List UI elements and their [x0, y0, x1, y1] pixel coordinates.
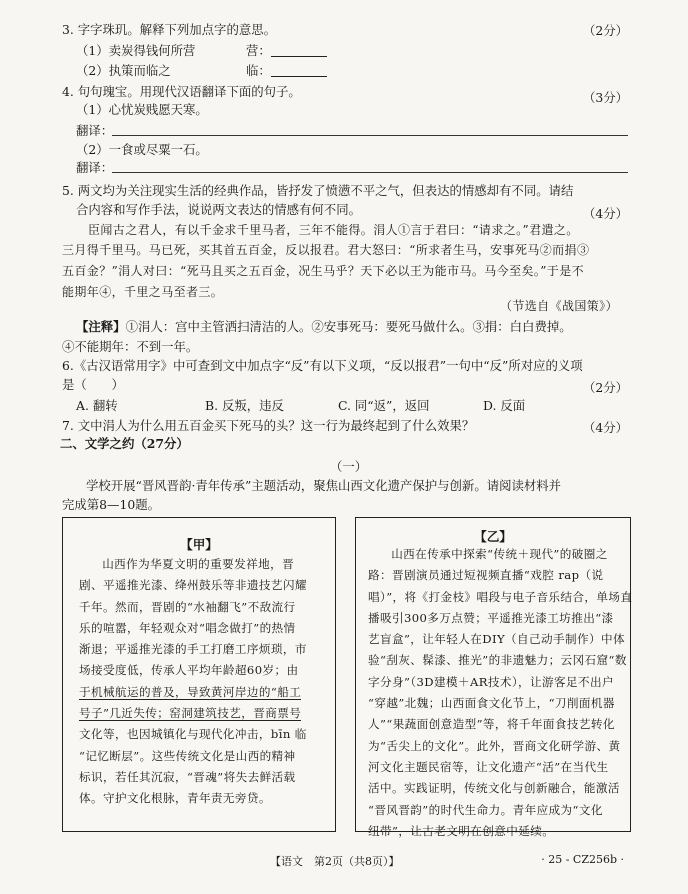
passage-line4: 能期年④，千里之马至者三。 — [62, 285, 224, 299]
answer-line[interactable] — [112, 135, 628, 136]
material-line: 渐退；平遥推光漆的手工打磨工序烦琐，市 — [79, 642, 307, 657]
material-line: “记忆断层”。这些传统文化是山西的精神 — [79, 748, 296, 763]
box-b-title: 【乙】 — [474, 529, 512, 544]
notes-label: 【注释】 — [76, 319, 126, 334]
q3-item2-answer — [246, 62, 327, 79]
material-line: 验“刮灰、髹漆、推光”的非遗魅力；云冈石窟“数 — [368, 653, 627, 668]
material-line: 播吸引300多万点赞；平遥推光漆工坊推出“漆 — [368, 610, 614, 625]
material-line: 千年。然而，晋剧的“水袖翻飞”不敌流行 — [79, 599, 296, 614]
q3-item2-text: （2）执策而临之 — [76, 63, 171, 78]
section2-heading: 二、文学之约（27分） — [60, 436, 189, 451]
box-a-text — [79, 554, 321, 810]
box-b-text — [368, 544, 633, 842]
material-line: 唱）”，将《打金枝》唱段与电子音乐结合，单场直 — [368, 589, 633, 604]
q4-stem: 4. 句句瑰宝。用现代汉语翻译下面的句子。 — [62, 84, 301, 99]
section2-sub: （一） — [330, 459, 368, 474]
material-line: 标识，若任其沉寂，“晋魂”将失去鲜活载 — [79, 769, 296, 784]
material-line: 字分身”（3D建模＋AR技术），让游客足不出户 — [368, 674, 614, 689]
material-line: 体。守护文化根脉，青年责无旁贷。 — [79, 791, 271, 806]
material-line: 河文化主题民宿等，让文化遗产“活”在当代生 — [368, 759, 609, 774]
material-line: 号子”几近失传；窑洞建筑技艺，晋商票号 — [79, 706, 302, 721]
passage-line2: 三月得千里马。马已死，买其首五百金，反以报君。君大怒曰：“所求者生马，安事死马②而捐③ — [62, 243, 590, 257]
q3-stem: 3. 字字珠玑。解释下列加点字的意思。 — [62, 22, 277, 37]
q4-item2: （2）一食或尽粟一石。 — [76, 142, 208, 157]
q3-item2 — [76, 62, 628, 79]
q3-item1-answer — [246, 42, 327, 59]
q3-item1-text: （1）卖炭得钱何所营 — [76, 43, 196, 58]
q6-option-a[interactable]: A. 翻转 — [76, 398, 118, 413]
material-box-a — [62, 517, 336, 832]
q5-line2: 合内容和写作手法，说说两文表达的情感有何不同。 — [76, 202, 361, 217]
q5-score: （4分） — [582, 206, 628, 221]
material-line: 路：晋剧演员通过短视频直播“戏腔 rap（说 — [368, 568, 604, 583]
material-line: 山西作为华夏文明的重要发祥地，晋 — [102, 557, 295, 571]
answer-blank[interactable] — [271, 44, 327, 57]
material-line: 活中。实践证明，传统文化与创新融合，能激活 — [368, 781, 620, 796]
material-line: “穿越”北魏；山西面食文化节上，“刀削面机器 — [368, 696, 615, 711]
passage-source: （节选自《战国策》） — [499, 299, 618, 313]
notes-line2: ④不能期年：不到一年。 — [62, 339, 199, 354]
q6-score: （2分） — [582, 380, 628, 395]
material-line: “晋风晋韵”的时代生命力。青年应成为“文化 — [368, 802, 603, 817]
q5-line1: 5. 两文均为关注现实生活的经典作品，皆抒发了愤懑不平之气，但表达的情感却有不同。请结 — [62, 183, 574, 198]
answer-blank[interactable] — [271, 64, 327, 77]
q3-item1-label: 营： — [246, 43, 271, 58]
material-line: 乐的喧嚣，年轻观众对“唱念做打”的热情 — [79, 620, 296, 635]
notes-line1-text: ①涓人：宫中主管洒扫清洁的人。②安事死马：要死马做什么。③捐：白白费掉。 — [125, 319, 572, 334]
q7-stem: 7. 文中涓人为什么用五百金买下死马的头？这一行为最终起到了什么效果？ — [62, 418, 475, 433]
section2-intro1: 学校开展“晋风晋韵·青年传承”主题活动，聚焦山西文化遗产保护与创新。请阅读材料并 — [86, 478, 562, 493]
q3-item1 — [76, 42, 628, 59]
material-line: 人”“果蔬面创意造型”等，将千年面食技艺转化 — [368, 717, 615, 732]
q4-translate1-label: 翻译： — [76, 123, 114, 138]
notes-line1 — [76, 318, 628, 335]
q6-line1: 6.《古汉语常用字》中可查到文中加点字“反”有以下义项，“反以报君”一句中“反”所对应的义项 — [62, 358, 583, 373]
q4-translate2-label: 翻译： — [76, 160, 114, 175]
material-line: 于机械航运的普及，导致黄河岸边的“船工 — [79, 684, 302, 699]
q6-option-b[interactable]: B. 反叛，违反 — [205, 398, 284, 413]
q3-item2-label: 临： — [246, 63, 271, 78]
q6-option-d[interactable]: D. 反面 — [483, 398, 526, 413]
passage-line1: 臣闻古之君人，有以千金求千里马者，三年不能得。涓人①言于君曰：“请求之。”君遣之。 — [88, 223, 579, 237]
section2-intro2: 完成第8—10题。 — [62, 497, 160, 512]
passage-line3: 五百金？”涓人对曰：“死马且买之五百金，况生马乎？天下必以王为能市马。马今至矣。”于是不 — [62, 264, 585, 278]
material-line: 艺盲盒”，让年轻人在DIY（自己动手制作）中体 — [368, 632, 625, 647]
material-line: 文化等，也因城镇化与现代化冲击，bīn 临 — [79, 727, 307, 742]
q6-line2: 是（ ） — [62, 377, 124, 392]
q3-score: （2分） — [582, 23, 628, 38]
box-a-title: 【甲】 — [180, 537, 218, 552]
material-line: 山西在传承中探索“传统＋现代”的破圈之 — [391, 547, 608, 561]
exam-code: · 25 - CZ256b · — [541, 853, 624, 866]
material-box-b — [355, 517, 633, 838]
page-footer: 【语文 第2页（共8页）】 — [270, 855, 400, 868]
q4-item1: （1）心忧炭贱愿天寒。 — [76, 102, 208, 117]
q4-score: （3分） — [582, 90, 628, 105]
material-line: 剧、平遥推光漆、绛州鼓乐等非遗技艺闪耀 — [79, 578, 307, 593]
material-line: 为“舌尖上的文化”。此外，晋商文化研学游、黄 — [368, 738, 621, 753]
answer-line[interactable] — [112, 172, 628, 173]
material-line: 纽带”，让古老文明在创意中延续。 — [368, 823, 555, 838]
q6-option-c[interactable]: C. 同“返”，返回 — [338, 398, 430, 413]
q7-score: （4分） — [582, 420, 628, 435]
material-line: 场接受度低，传承人平均年龄超60岁；由 — [79, 663, 299, 678]
